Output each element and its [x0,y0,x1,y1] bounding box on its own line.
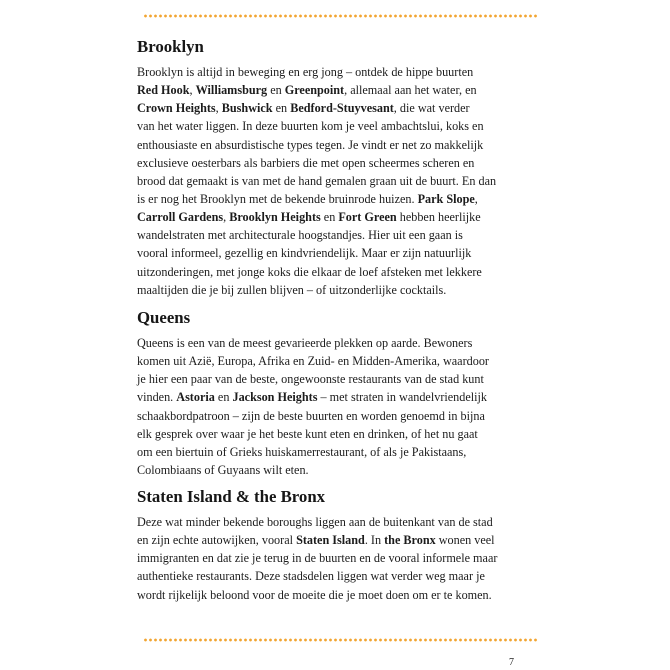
bold-place-name: Jackson Heights [232,390,318,405]
text-line [137,370,557,388]
text-segment: en zijn echte autowijken, vooral [137,533,297,548]
text-segment: elk gesprek over waar je het beste kunt eten en drinken, of het nu gaat [137,426,478,441]
text-segment: , [215,101,222,116]
text-segment: en [214,390,233,405]
text-segment: hebben heerlijke [396,210,481,225]
text-line [137,81,557,99]
text-line [137,281,557,299]
bold-place-name: Bedford-Stuyvesant [290,101,394,116]
text-segment: wandelstraten met architecturale hoogstandjes. Hier uit een gaan is [137,228,463,243]
bottom-dotted-divider [143,638,538,642]
text-segment: , allemaal aan het water, en [344,83,477,98]
text-segment: je hier een paar van de beste, ongewoonste restaurants van de stad kunt [137,372,484,387]
section-staten-island-bronx [137,487,557,604]
bold-place-name: the Bronx [384,533,436,548]
text-segment: , [474,191,478,206]
text-segment: en [267,83,285,98]
text-line [137,244,557,262]
text-segment: maaltijden die je bij zullen blijven – of uitzonderlijke cocktails. [137,282,447,297]
section-heading: Brooklyn [137,37,204,56]
text-segment: van het water liggen. In deze buurten kom je veel ambachtslui, koks en [137,119,484,134]
text-segment: Queens is een van de meest gevarieerde plekken op aarde. Bewoners [137,336,473,350]
bold-place-name: Greenpoint [284,83,345,98]
text-line [137,208,557,226]
text-line [137,154,557,172]
bold-place-name: Brooklyn Heights [229,210,321,225]
bold-place-name: Astoria [176,390,215,405]
text-line [137,352,557,370]
text-line [137,567,557,585]
text-segment: , [223,210,230,225]
text-line [137,549,557,567]
text-line [137,531,557,549]
text-segment: om een biertuin of Grieks huiskamerrestaurant, of als je Pakistaans, [137,444,467,459]
section-brooklyn [137,37,557,299]
text-segment: Deze wat minder bekende boroughs liggen aan de buitenkant van de stad [137,515,493,529]
text-line [137,443,557,461]
text-segment: en [272,101,291,116]
bold-place-name: Red Hook [137,83,190,98]
bold-place-name: Crown Heights [137,101,216,116]
text-line [137,190,557,208]
section-heading: Staten Island & the Bronx [137,487,326,506]
text-line [137,513,557,531]
bold-place-name: Fort Green [338,210,397,225]
body-paragraph [137,513,557,604]
top-dotted-divider [143,14,538,18]
text-line [137,63,557,81]
text-segment: brood dat gemaakt is van met de hand gemalen graan uit de buurt. En dan [137,173,497,188]
text-segment: vinden. [137,390,177,405]
text-segment: , [189,83,196,98]
text-line [137,388,557,406]
text-segment: enthousiaste en absurdistische types tegen. Je vindt er net zo makkelijk [137,137,484,152]
text-line [137,172,557,190]
text-segment: uitzonderingen, met jonge koks die elkaar de loef afsteken met lekkere [137,264,482,279]
text-segment: Brooklyn is altijd in beweging en erg jong – ontdek de hippe buurten [137,65,474,79]
page-number: 7 [509,657,514,668]
text-line [137,425,557,443]
bold-place-name: Williamsburg [195,83,268,98]
text-line [137,117,557,135]
bold-place-name: Park Slope [417,191,475,206]
text-segment: . In [364,533,385,548]
text-segment: schaakbordpatroon – zijn de beste buurten en worden genoemd in bijna [137,408,485,423]
bold-place-name: Staten Island [296,533,365,548]
text-segment: exclusieve oesterbars als barbiers die met open scheermes scheren en [137,155,475,170]
text-line [137,136,557,154]
text-segment: komen uit Azië, Europa, Afrika en Zuid- en Midden-Amerika, waardoor [137,354,489,369]
body-paragraph [137,334,557,479]
text-segment: en [320,210,339,225]
text-segment: Colombiaans of Guyaans wilt eten. [137,462,309,477]
text-line [137,586,557,604]
text-line [137,461,557,479]
bold-place-name: Bushwick [221,101,273,116]
text-segment: , die wat verder [393,101,470,116]
text-line [137,226,557,244]
text-segment: immigranten en dat zie je terug in de buurten en de vooral informele maar [137,551,498,566]
text-line [137,334,557,352]
text-line [137,99,557,117]
section-queens [137,308,557,479]
text-segment: is er nog het Brooklyn met de bekende bruinrode huizen. [137,191,418,206]
text-segment: vooral informeel, gezellig en kindvriendelijk. Maar er zijn natuurlijk [137,246,472,261]
text-segment: authentieke restaurants. Deze stadsdelen liggen wat verder weg maar je [137,569,485,584]
text-segment: – met straten in wandelvriendelijk [317,390,488,405]
text-line [137,407,557,425]
text-line [137,263,557,281]
text-segment: wonen veel [435,533,495,548]
body-paragraph [137,63,557,299]
section-heading: Queens [137,308,191,327]
text-segment: wordt rijkelijk beloond voor de moeite die je moet doen om er te komen. [137,587,492,602]
bold-place-name: Carroll Gardens [137,210,224,225]
